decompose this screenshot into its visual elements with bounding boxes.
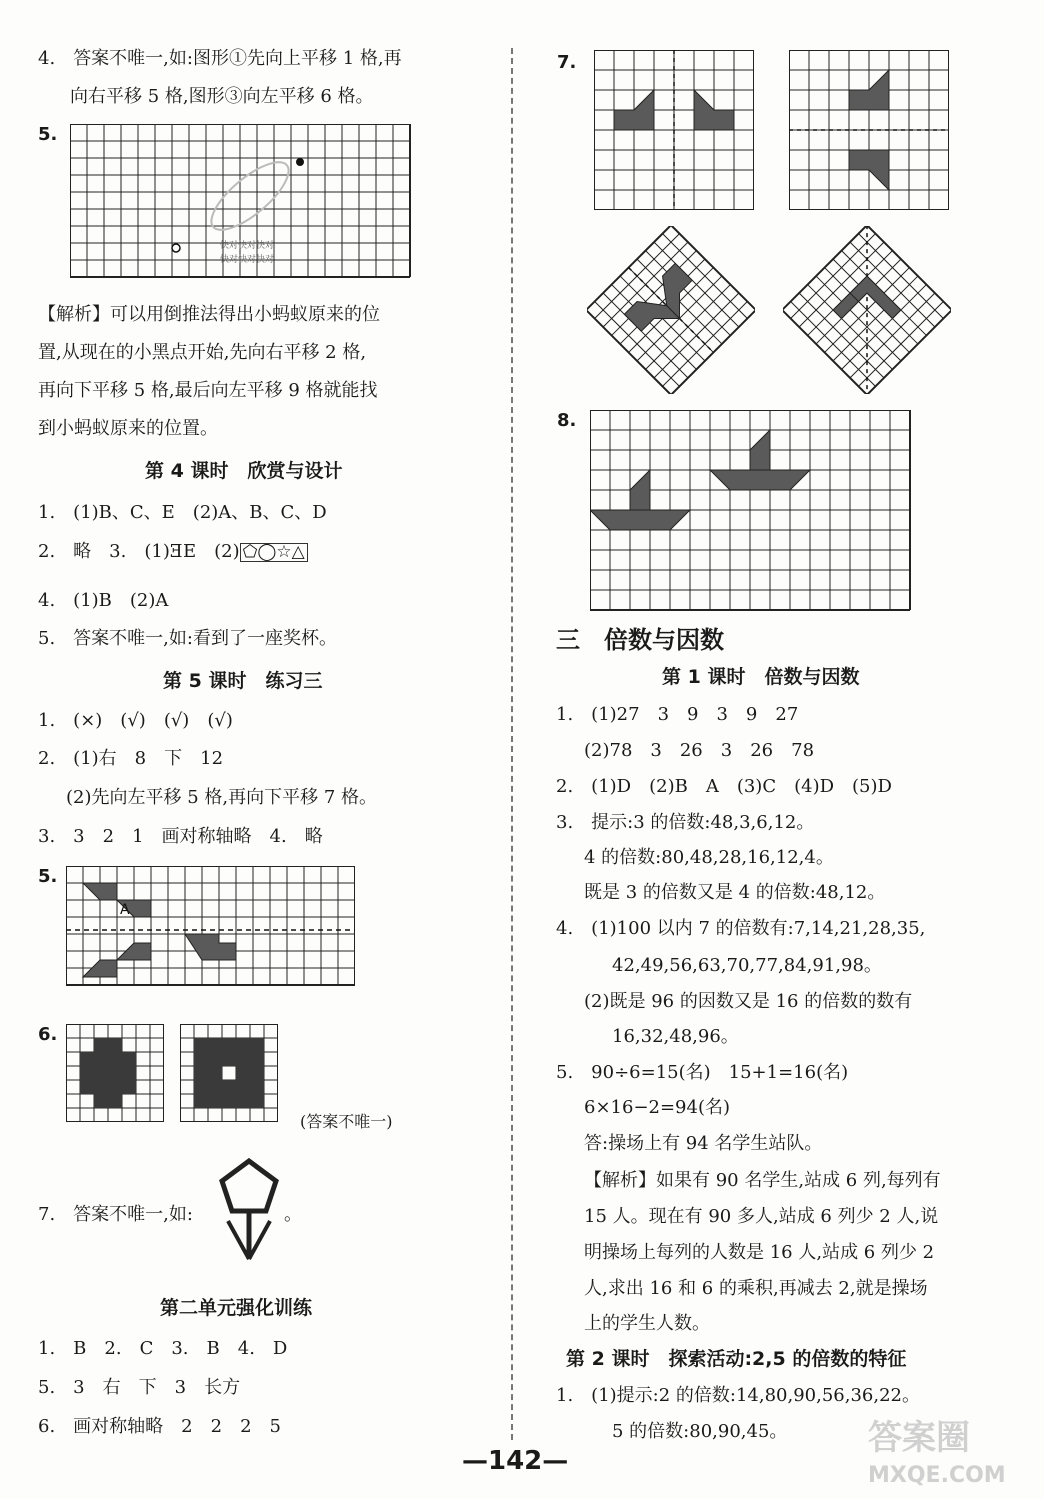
- r-q8-number: 8.: [557, 410, 577, 431]
- r-l1-line5a: 5. 90÷6=15(名) 15+1=16(名): [556, 1062, 849, 1083]
- lesson5-q7: 7. 答案不唯一,如:: [38, 1204, 193, 1225]
- lesson5-line1: 1. (×) (√) (√) (√): [38, 710, 233, 731]
- q7-grid-2: [789, 50, 949, 210]
- r-l1-line4c: (2)既是 96 的因数又是 16 的倍数的数有: [584, 991, 913, 1012]
- boat-hull-2: [710, 470, 810, 490]
- lesson4-title: 第 4 课时 欣赏与设计: [145, 460, 343, 482]
- lesson5-q6-grid-1: [66, 1024, 164, 1122]
- q8-grid: [590, 410, 914, 614]
- r-l1-line3b: 4 的倍数:80,48,28,16,12,4。: [584, 847, 834, 868]
- boat-hull-1: [590, 510, 690, 530]
- r-l1-line3a: 3. 提示:3 的倍数:48,3,6,12。: [556, 812, 815, 833]
- r-l1-line2: 2. (1)D (2)B A (3)C (4)D (5)D: [556, 776, 892, 797]
- watermark-text: 答案圈: [868, 1418, 970, 1458]
- shapes-icon-row: ⬠◯☆△: [240, 543, 308, 562]
- r-l1-line4b: 42,49,56,63,70,77,84,91,98。: [612, 955, 882, 976]
- r-l1-line3c: 既是 3 的倍数又是 4 的倍数:48,12。: [584, 882, 886, 903]
- unit2-line6: 6. 画对称轴略 2 2 2 5: [38, 1416, 281, 1437]
- r-q7-number: 7.: [557, 52, 577, 73]
- lesson5-q6-number: 6.: [38, 1024, 58, 1045]
- boat-sail-1: [630, 470, 650, 510]
- stamp-text-1: 快对快对快对: [220, 241, 275, 251]
- unit2-line1: 1. B 2. C 3. B 4. D: [38, 1338, 288, 1359]
- stamp-text-2: 快对快对快对: [220, 255, 275, 265]
- lesson4-line1: 1. (1)B、C、E (2)A、B、C、D: [38, 502, 327, 523]
- unit2-line5: 5. 3 右 下 3 长方: [38, 1377, 241, 1398]
- q4-line2: 向右平移 5 格,图形③向左平移 6 格。: [70, 86, 374, 107]
- r-lesson2-title: 第 2 课时 探索活动:2,5 的倍数的特征: [566, 1348, 907, 1370]
- r-l1-expl-1: 【解析】如果有 90 名学生,站成 6 列,每列有: [584, 1170, 941, 1191]
- r-l1-line1a: 1. (1)27 3 9 3 9 27: [556, 704, 799, 725]
- r-lesson1-title: 第 1 课时 倍数与因数: [662, 666, 860, 688]
- column-divider: [511, 48, 513, 1440]
- r-l1-line4d: 16,32,48,96。: [612, 1026, 739, 1047]
- page-number: —142—: [462, 1446, 569, 1476]
- pentagon-flower: [222, 1161, 276, 1211]
- ant-ellipse: [202, 151, 299, 240]
- lesson4-line5: 5. 答案不唯一,如:看到了一座奖杯。: [38, 628, 337, 649]
- lesson4-line2: 2. 略 3. (1)ƎE (2) ⬠◯☆△: [38, 543, 308, 562]
- r-l1-expl-3: 明操场上每列的人数是 16 人,站成 6 列少 2: [584, 1242, 935, 1263]
- watermark-url: MXQE.COM: [868, 1463, 1006, 1488]
- lesson5-line2b: (2)先向左平移 5 格,再向下平移 7 格。: [66, 787, 378, 808]
- cross-shape: [80, 1038, 136, 1108]
- r-l1-expl-4: 人,求出 16 和 6 的乘积,再减去 2,就是操场: [584, 1278, 928, 1299]
- lesson5-q6-note: (答案不唯一): [300, 1112, 393, 1131]
- q5-explanation-3: 再向下平移 5 格,最后向左平移 9 格就能找: [38, 380, 378, 401]
- boat-sail-2: [750, 430, 770, 470]
- ring-shape: [194, 1038, 264, 1108]
- watermark-logo: [868, 1410, 1006, 1488]
- q5-explanation-2: 置,从现在的小黑点开始,先向右平移 2 格,: [38, 342, 367, 363]
- r-l1-line5b: 6×16−2=94(名): [584, 1097, 731, 1118]
- q5-explanation-1: 【解析】可以用倒推法得出小蚂蚁原来的位: [38, 304, 380, 325]
- lesson5-q5-grid: [66, 866, 355, 990]
- q7-diamond-2: [783, 226, 951, 394]
- r-l1-expl-5: 上的学生人数。: [584, 1313, 710, 1334]
- r-l1-line1b: (2)78 3 26 3 26 78: [584, 740, 815, 761]
- q7-diamond-1: [587, 226, 755, 394]
- flower-leaf-right: [249, 1221, 270, 1259]
- lesson4-line4: 4. (1)B (2)A: [38, 590, 169, 611]
- section-title: 三 倍数与因数: [556, 626, 724, 654]
- q5-number: 5.: [38, 124, 58, 145]
- shape-label-a: A: [120, 902, 130, 918]
- shape-translated: [185, 934, 236, 960]
- ant-current-dot: [296, 158, 304, 166]
- q5-explanation-4: 到小蚂蚁原来的位置。: [38, 418, 218, 439]
- lesson5-q5-number: 5.: [38, 866, 58, 887]
- lesson5-q7-end: 。: [284, 1204, 302, 1225]
- q4-line1: 4. 答案不唯一,如:图形①先向上平移 1 格,再: [38, 48, 402, 69]
- q5-grid: [70, 124, 412, 286]
- q7-grid-1: [594, 50, 754, 210]
- lesson5-q6-grid-2: [180, 1024, 278, 1122]
- lesson5-line3: 3. 3 2 1 画对称轴略 4. 略: [38, 826, 323, 847]
- lesson5-line2: 2. (1)右 8 下 12: [38, 748, 224, 769]
- lesson5-title: 第 5 课时 练习三: [163, 670, 323, 692]
- flower-leaf-left: [228, 1221, 249, 1259]
- unit2-title: 第二单元强化训练: [160, 1297, 313, 1319]
- r-l1-line5c: 答:操场上有 94 名学生站队。: [584, 1133, 823, 1154]
- r-l1-line4a: 4. (1)100 以内 7 的倍数有:7,14,21,28,35,: [556, 918, 926, 939]
- flower-figure: [214, 1155, 284, 1265]
- r-l1-expl-2: 15 人。现在有 90 多人,站成 6 列少 2 人,说: [584, 1206, 939, 1227]
- ant-original-dot: [172, 244, 180, 252]
- r-l2-line1a: 1. (1)提示:2 的倍数:14,80,90,56,36,22。: [556, 1385, 921, 1406]
- r-l2-line1b: 5 的倍数:80,90,45。: [612, 1421, 788, 1442]
